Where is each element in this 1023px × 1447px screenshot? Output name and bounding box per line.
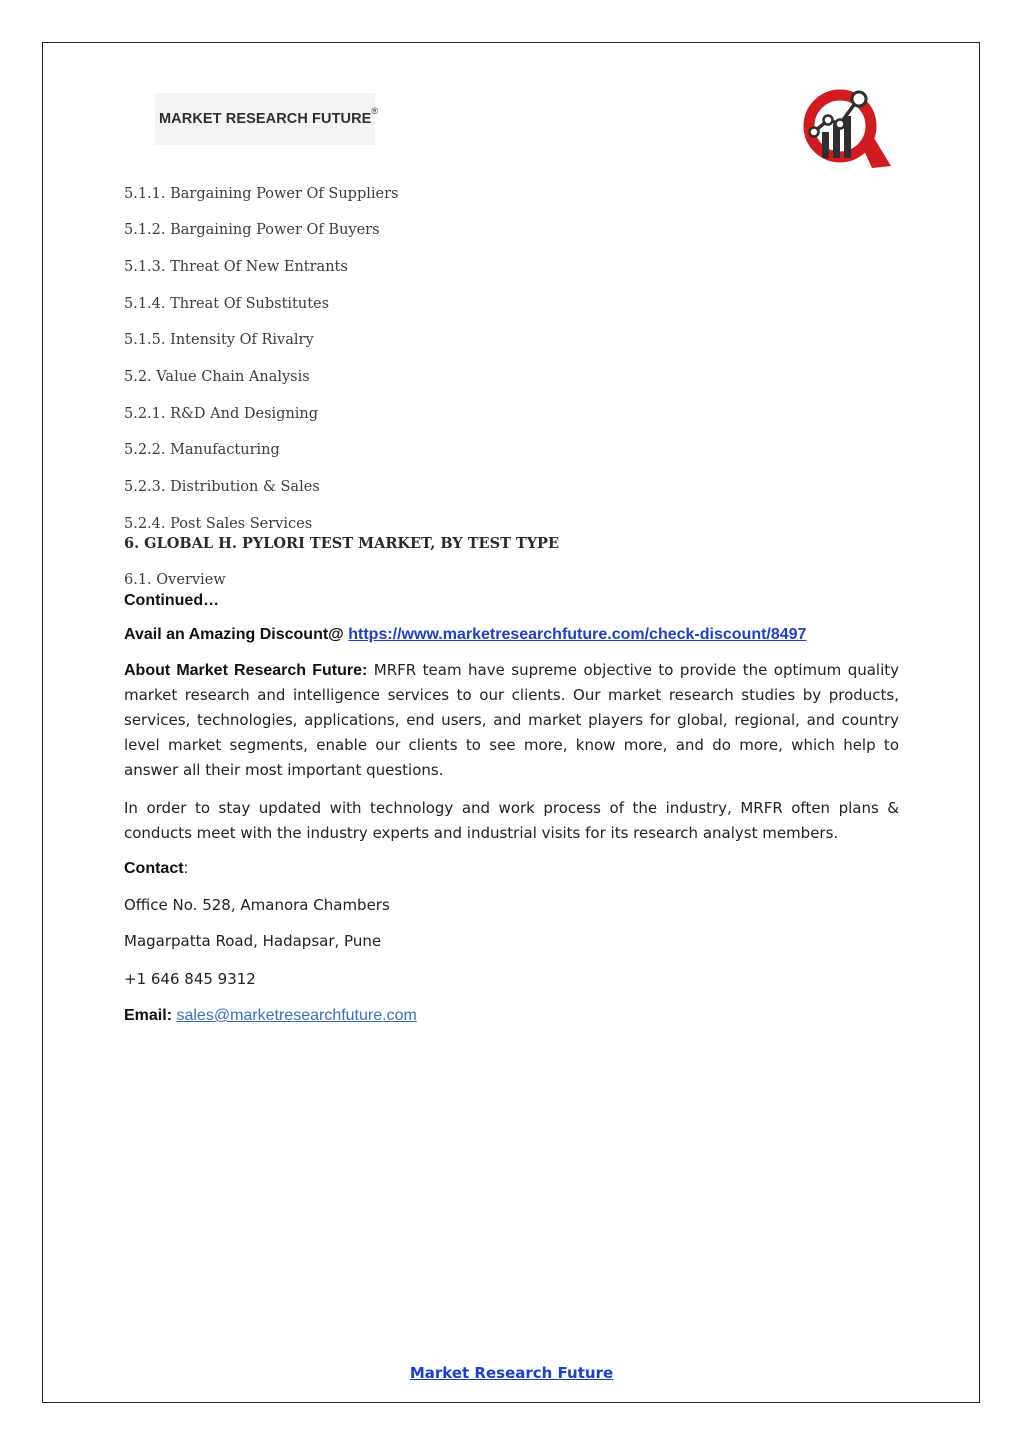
magnifier-chart-logo-icon	[800, 88, 892, 170]
continued-label: Continued…	[124, 592, 220, 609]
toc-section-heading: 6. GLOBAL H. PYLORI TEST MARKET, BY TEST TYPE	[124, 535, 559, 552]
toc-item: 5.2.4. Post Sales Services	[124, 516, 313, 532]
logo-text: MARKET RESEARCH FUTURE	[159, 111, 372, 127]
address-line-2: Magarpatta Road, Hadapsar, Pune	[124, 932, 382, 950]
toc-item: 5.2.2. Manufacturing	[124, 442, 280, 458]
email-line	[124, 1007, 417, 1025]
toc-item: 6.1. Overview	[124, 572, 226, 588]
company-logo	[155, 93, 379, 145]
toc-item: 5.1.1. Bargaining Power Of Suppliers	[124, 186, 399, 202]
update-paragraph: In order to stay updated with technology and work process of the industry, MRFR often plans & conducts meet with the industry experts and industrial visits for its research analyst members.	[124, 799, 899, 842]
toc-item: 5.1.4. Threat Of Substitutes	[124, 296, 330, 312]
contact-colon: :	[183, 860, 189, 877]
toc-item: 5.2. Value Chain Analysis	[124, 369, 310, 385]
email-label: Email:	[124, 1007, 173, 1024]
about-text: MRFR team have supreme objective to provide the optimum quality market research and intelligence services to our clients. Our market research studies by products, services, technologies, applications, end users, and market players for global, regional, and country level market segments, enable our clients to see more, know more, and do more, which help to answer all their most important questions.	[124, 661, 900, 779]
toc-item: 5.1.2. Bargaining Power Of Buyers	[124, 222, 380, 238]
discount-link[interactable]: https://www.marketresearchfuture.com/check-discount/8497	[348, 626, 807, 643]
address-line-1: Office No. 528, Amanora Chambers	[124, 896, 390, 914]
toc-item: 5.1.5. Intensity Of Rivalry	[124, 332, 314, 348]
email-link[interactable]: sales@marketresearchfuture.com	[176, 1007, 417, 1024]
discount-label: Avail an Amazing Discount@	[124, 626, 349, 643]
contact-heading	[124, 860, 188, 878]
about-lead: About Market Research Future:	[124, 662, 368, 679]
toc-item: 5.2.3. Distribution & Sales	[124, 479, 320, 495]
toc-item: 5.1.3. Threat Of New Entrants	[124, 259, 348, 275]
discount-line	[124, 626, 806, 644]
contact-label: Contact	[124, 860, 184, 877]
phone-number: +1 646 845 9312	[124, 970, 256, 988]
registered-mark: ®	[371, 106, 379, 116]
footer	[0, 1364, 1023, 1382]
footer-link[interactable]: Market Research Future	[409, 1364, 614, 1382]
about-paragraph	[124, 658, 899, 783]
toc-item: 5.2.1. R&D And Designing	[124, 406, 319, 422]
